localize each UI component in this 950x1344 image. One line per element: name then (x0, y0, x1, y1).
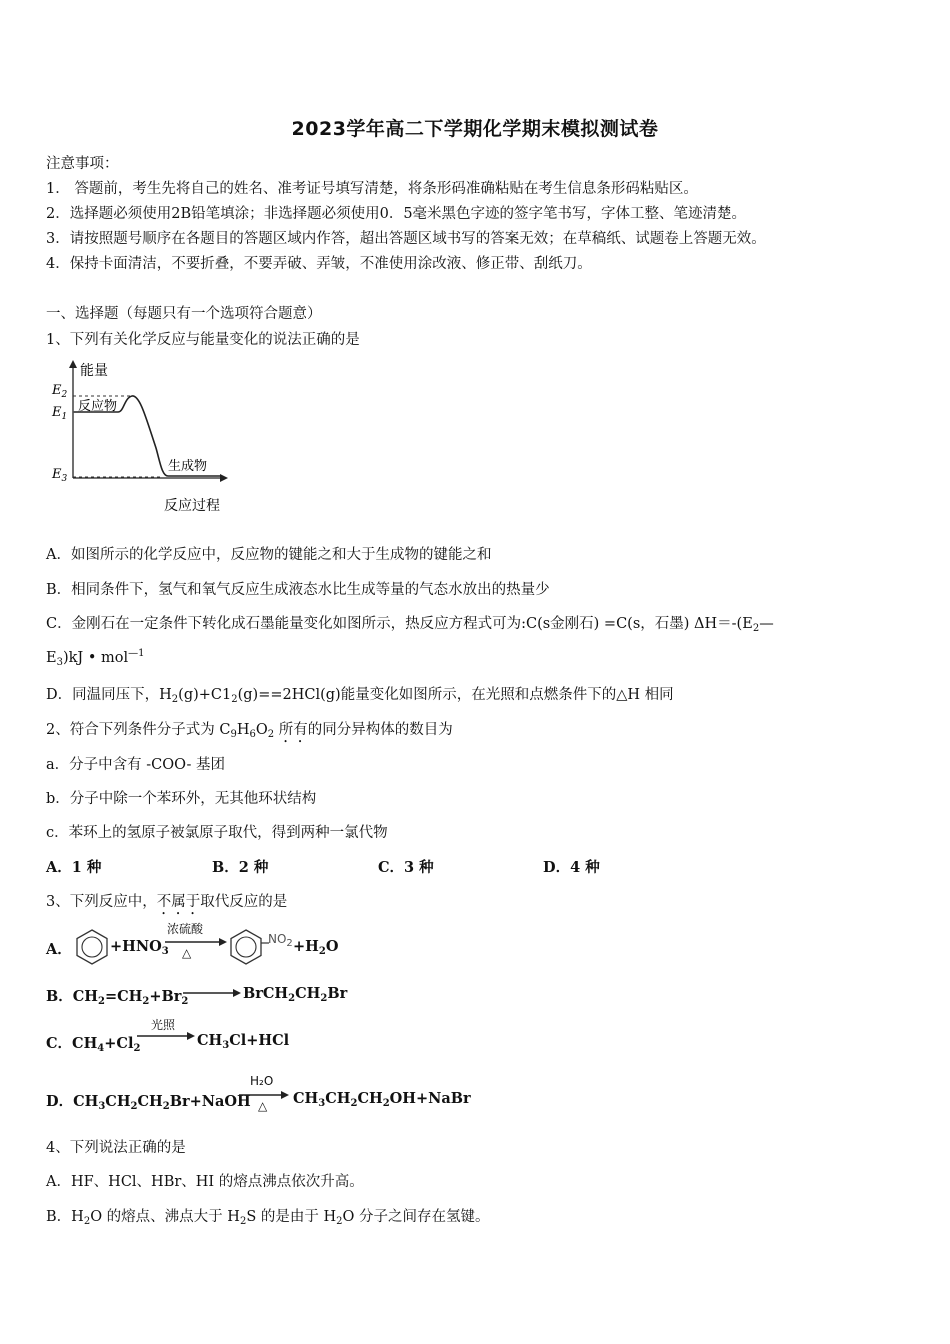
q4-option-a: A．HF、HCl、HBr、HI 的熔点沸点依次升高。 (46, 1174, 364, 1190)
q3-a-condition-bottom: △ (182, 946, 192, 960)
product-label: 生成物 (168, 459, 208, 474)
reaction-arrow (136, 1031, 196, 1041)
q3-d-condition-bottom: △ (258, 1099, 268, 1113)
q3-stem: 3、下列反应中，不属于取代反应的是 (46, 894, 288, 910)
y-axis-label: 能量 (80, 363, 108, 379)
nitro-group-label: $NO_2$ (268, 932, 293, 949)
y-axis-arrow (69, 360, 77, 368)
q4-option-b: B．$H_2O$ 的熔点、沸点大于 $H_2S$ 的是由于 $H_2O$ 分子之间存在氢键。 (46, 1209, 490, 1227)
q3-option-b: B．$CH_2=CH_2+Br_2$ (46, 988, 189, 1007)
note-item: 3．请按照题号顺序在各题目的答题区域内作答，超出答题区域书写的答案无效；在草稿纸、试题卷上答题无效。 (46, 231, 766, 247)
q3-option-b-product: $BrCH_2CH_2Br$ (243, 985, 348, 1004)
q3-d-condition-top: H₂O (250, 1074, 274, 1088)
q3-option-a-label: A． (46, 941, 72, 958)
q1-option-c-line2: $E_3)kJ$ • mol$^{—1}$ (46, 648, 145, 668)
q3-option-c: C．$CH_4+Cl_2$ (46, 1035, 141, 1054)
note-item: 4．保持卡面清洁，不要折叠，不要弄破、弄皱，不准使用涂改液、修正带、刮纸刀。 (46, 256, 592, 272)
energy-diagram (48, 358, 234, 520)
e3-label: $E_3$ (52, 467, 68, 484)
q2-option-d: D．4 种 (543, 859, 600, 876)
q3-option-a-reagent: $+HNO_3$ (110, 938, 169, 957)
q1-option-d: D．同温同压下，$H_2(g)+C1_2(g)==2HCl(g)$能量变化如图所示，在光照和点燃条件下的△H 相同 (46, 687, 674, 705)
q1-stem: 1、下列有关化学反应与能量变化的说法正确的是 (46, 332, 360, 348)
q3-c-condition: 光照 (151, 1018, 176, 1032)
q2-condition-a: a．分子中含有 -COO- 基团 (46, 757, 226, 773)
page-title: 2023学年高二下学期化学期末模拟测试卷 (291, 118, 659, 140)
reaction-arrow (164, 937, 228, 947)
q3-option-c-product: $CH_3Cl+HCl$ (197, 1032, 290, 1051)
q2-option-a: A．1 种 (46, 859, 102, 876)
section-heading: 一、选择题（每题只有一个选项符合题意） (46, 306, 322, 322)
reactant-label: 反应物 (78, 399, 118, 414)
q1-option-c-line1: C．金刚石在一定条件下转化成石墨能量变化如图所示，热反应方程式可为:C(s金刚石) =C(s，石墨) $\Delta H=-(E_2—$ (46, 616, 774, 634)
q3-option-d: D．$CH_3CH_2CH_2Br+NaOH$ (46, 1093, 251, 1112)
q3-option-a-product: $+H_2O$ (293, 938, 339, 957)
e1-label: $E_1$ (52, 405, 68, 422)
q2-condition-c: c．苯环上的氢原子被氯原子取代，得到两种一氯代物 (46, 825, 388, 841)
x-axis-label: 反应过程 (164, 498, 220, 514)
notes-heading: 注意事项： (46, 156, 119, 172)
reaction-arrow (182, 988, 242, 998)
q2-stem: 2、符合下列条件分子式为 $C_9H_6O_2$ 所有的同分异构体的数目为 (46, 722, 453, 740)
nitrobenzene-ring-icon (228, 928, 264, 966)
q2-option-b: B．2 种 (212, 859, 269, 876)
q3-option-d-product: $CH_3CH_2CH_2OH+NaBr$ (293, 1090, 471, 1109)
note-item: 1． 答题前，考生先将自己的姓名、准考证号填写清楚，将条形码准确粘贴在考生信息条形码粘贴区。 (46, 181, 698, 197)
e2-label: $E_2$ (52, 383, 68, 400)
note-item: 2．选择题必须使用2B铅笔填涂；非选择题必须使用0．5毫米黑色字迹的签字笔书写，字体工整、笔迹清楚。 (46, 206, 747, 222)
q4-stem: 4、下列说法正确的是 (46, 1140, 186, 1156)
q2-option-c: C．3 种 (378, 859, 434, 876)
benzene-icon (74, 928, 110, 966)
q3-a-condition-top: 浓硫酸 (167, 922, 204, 936)
q2-condition-b: b．分子中除一个苯环外，无其他环状结构 (46, 791, 317, 807)
q1-option-b: B．相同条件下，氢气和氧气反应生成液态水比生成等量的气态水放出的热量少 (46, 582, 550, 598)
q1-option-a: A．如图所示的化学反应中，反应物的键能之和大于生成物的键能之和 (46, 547, 492, 563)
